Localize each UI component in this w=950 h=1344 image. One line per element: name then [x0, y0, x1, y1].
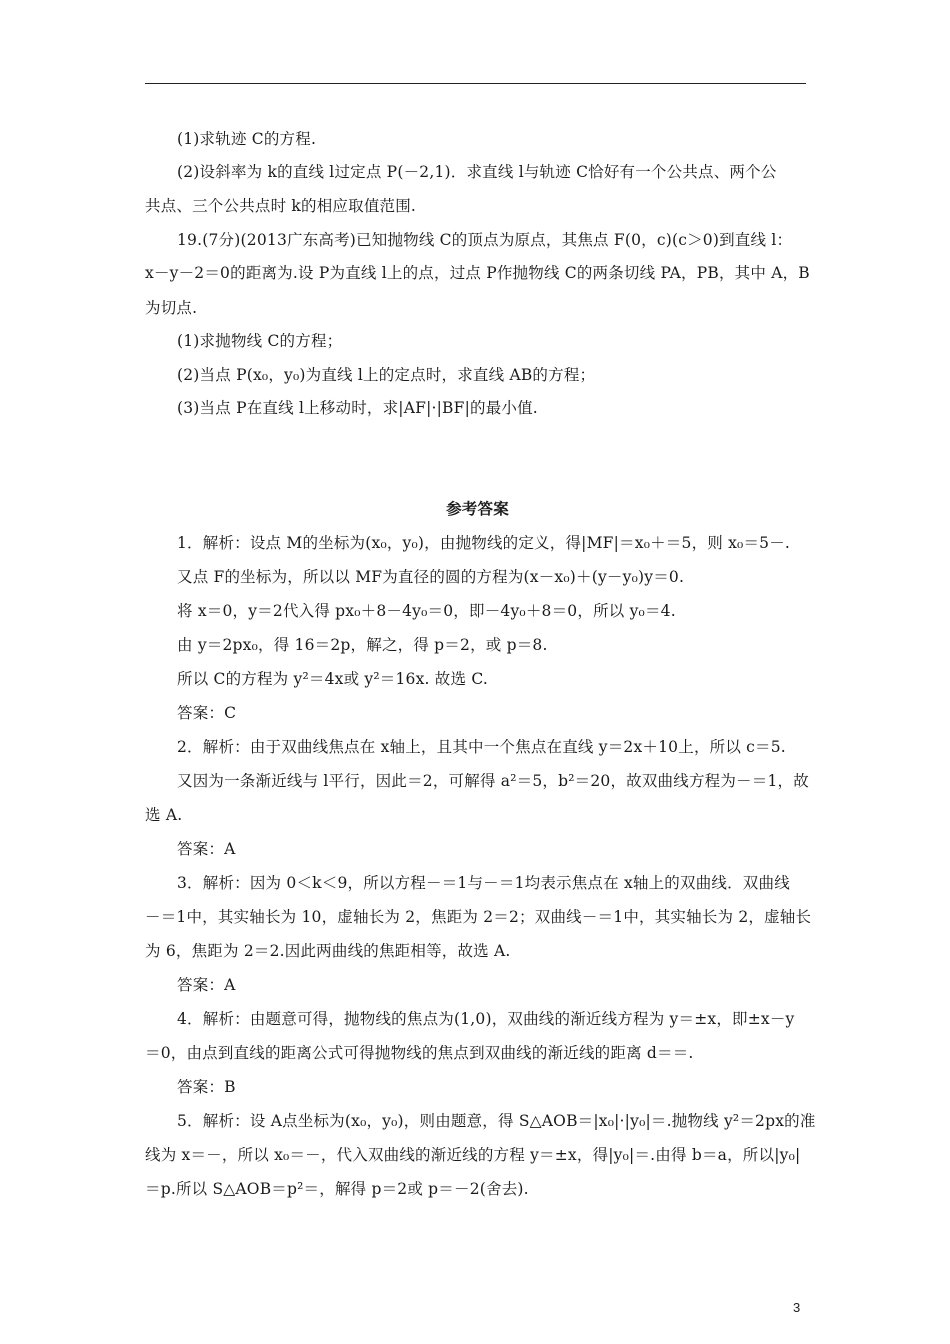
answer-1-result: 答案：C [177, 704, 237, 722]
answer-3-line-1: 3．解析：因为 0＜k＜9，所以方程－＝1与－＝1均表示焦点在 x轴上的双曲线．双曲线 [177, 874, 790, 892]
page-number: 3 [793, 1300, 801, 1315]
answer-1-line-3: 将 x＝0，y＝2代入得 px₀＋8－4y₀＝0，即－4y₀＋8＝0，所以 y₀＝4. [177, 602, 676, 620]
answer-2-line-3: 选 A. [145, 806, 183, 824]
answer-5-line-3: ＝p.所以 S△AOB＝p²＝，解得 p＝2或 p＝－2(舍去). [145, 1180, 529, 1198]
problem-18-part-2: (2)设斜率为 k的直线 l过定点 P(－2,1)．求直线 l与轨迹 C恰好有一个公共点、两个公 [177, 163, 777, 181]
problem-19-stem: 19.(7分)(2013广东高考)已知抛物线 C的顶点为原点，其焦点 F(0，c)(c＞0)到直线 l： [177, 231, 793, 249]
problem-19-stem-cont: x－y－2＝0的距离为.设 P为直线 l上的点，过点 P作抛物线 C的两条切线 PA，PB，其中 A，B [145, 264, 810, 282]
answer-3-line-2: －＝1中，其实轴长为 10，虚轴长为 2，焦距为 2＝2；双曲线－＝1中，其实轴长为 2，虚轴长 [145, 908, 812, 926]
problem-19-stem-end: 为切点. [145, 299, 198, 317]
answer-1-line-2: 又点 F的坐标为，所以以 MF为直径的圆的方程为(x－x₀)＋(y－y₀)y＝0. [177, 568, 685, 586]
answer-2-result: 答案：A [177, 840, 236, 858]
answer-5-line-1: 5．解析：设 A点坐标为(x₀，y₀)，则由题意，得 S△AOB＝|x₀|·|y₀|＝.抛物线 y²＝2px的准 [177, 1112, 816, 1130]
answers-heading: 参考答案 [446, 499, 509, 518]
problem-19-part-2: (2)当点 P(x₀，y₀)为直线 l上的定点时，求直线 AB的方程； [177, 366, 596, 384]
answer-3-line-3: 为 6，焦距为 2＝2.因此两曲线的焦距相等，故选 A. [145, 942, 511, 960]
answer-4-result: 答案：B [177, 1078, 236, 1096]
answer-1-line-5: 所以 C的方程为 y²＝4x或 y²＝16x. 故选 C. [177, 670, 488, 688]
problem-19-part-1: (1)求抛物线 C的方程； [177, 332, 343, 350]
answer-2-line-1: 2．解析：由于双曲线焦点在 x轴上，且其中一个焦点在直线 y＝2x＋10上，所以 c＝5. [177, 738, 786, 756]
answer-5-line-2: 线为 x＝－，所以 x₀＝－，代入双曲线的渐近线的方程 y＝±x，得|y₀|＝.由得 b＝a，所以|y₀| [145, 1146, 801, 1164]
answer-1-line-1: 1．解析：设点 M的坐标为(x₀，y₀)，由抛物线的定义，得|MF|＝x₀＋＝5，则 x₀＝5－. [177, 534, 791, 552]
answer-4-line-1: 4．解析：由题意可得，抛物线的焦点为(1,0)，双曲线的渐近线方程为 y＝±x，即±x－y [177, 1010, 795, 1028]
problem-18-part-2-cont: 共点、三个公共点时 k的相应取值范围. [145, 197, 417, 215]
answer-2-line-2: 又因为一条渐近线与 l平行，因此＝2，可解得 a²＝5，b²＝20，故双曲线方程为－＝1，故 [177, 772, 809, 790]
answer-1-line-4: 由 y＝2px₀，得 16＝2p，解之，得 p＝2，或 p＝8. [177, 636, 548, 654]
answer-4-line-2: ＝0，由点到直线的距离公式可得抛物线的焦点到双曲线的渐近线的距离 d＝＝. [145, 1044, 694, 1062]
answer-3-result: 答案：A [177, 976, 236, 994]
problem-19-part-3: (3)当点 P在直线 l上移动时，求|AF|·|BF|的最小值. [177, 399, 538, 417]
header-rule [145, 83, 806, 84]
problem-18-part-1: (1)求轨迹 C的方程. [177, 130, 317, 148]
